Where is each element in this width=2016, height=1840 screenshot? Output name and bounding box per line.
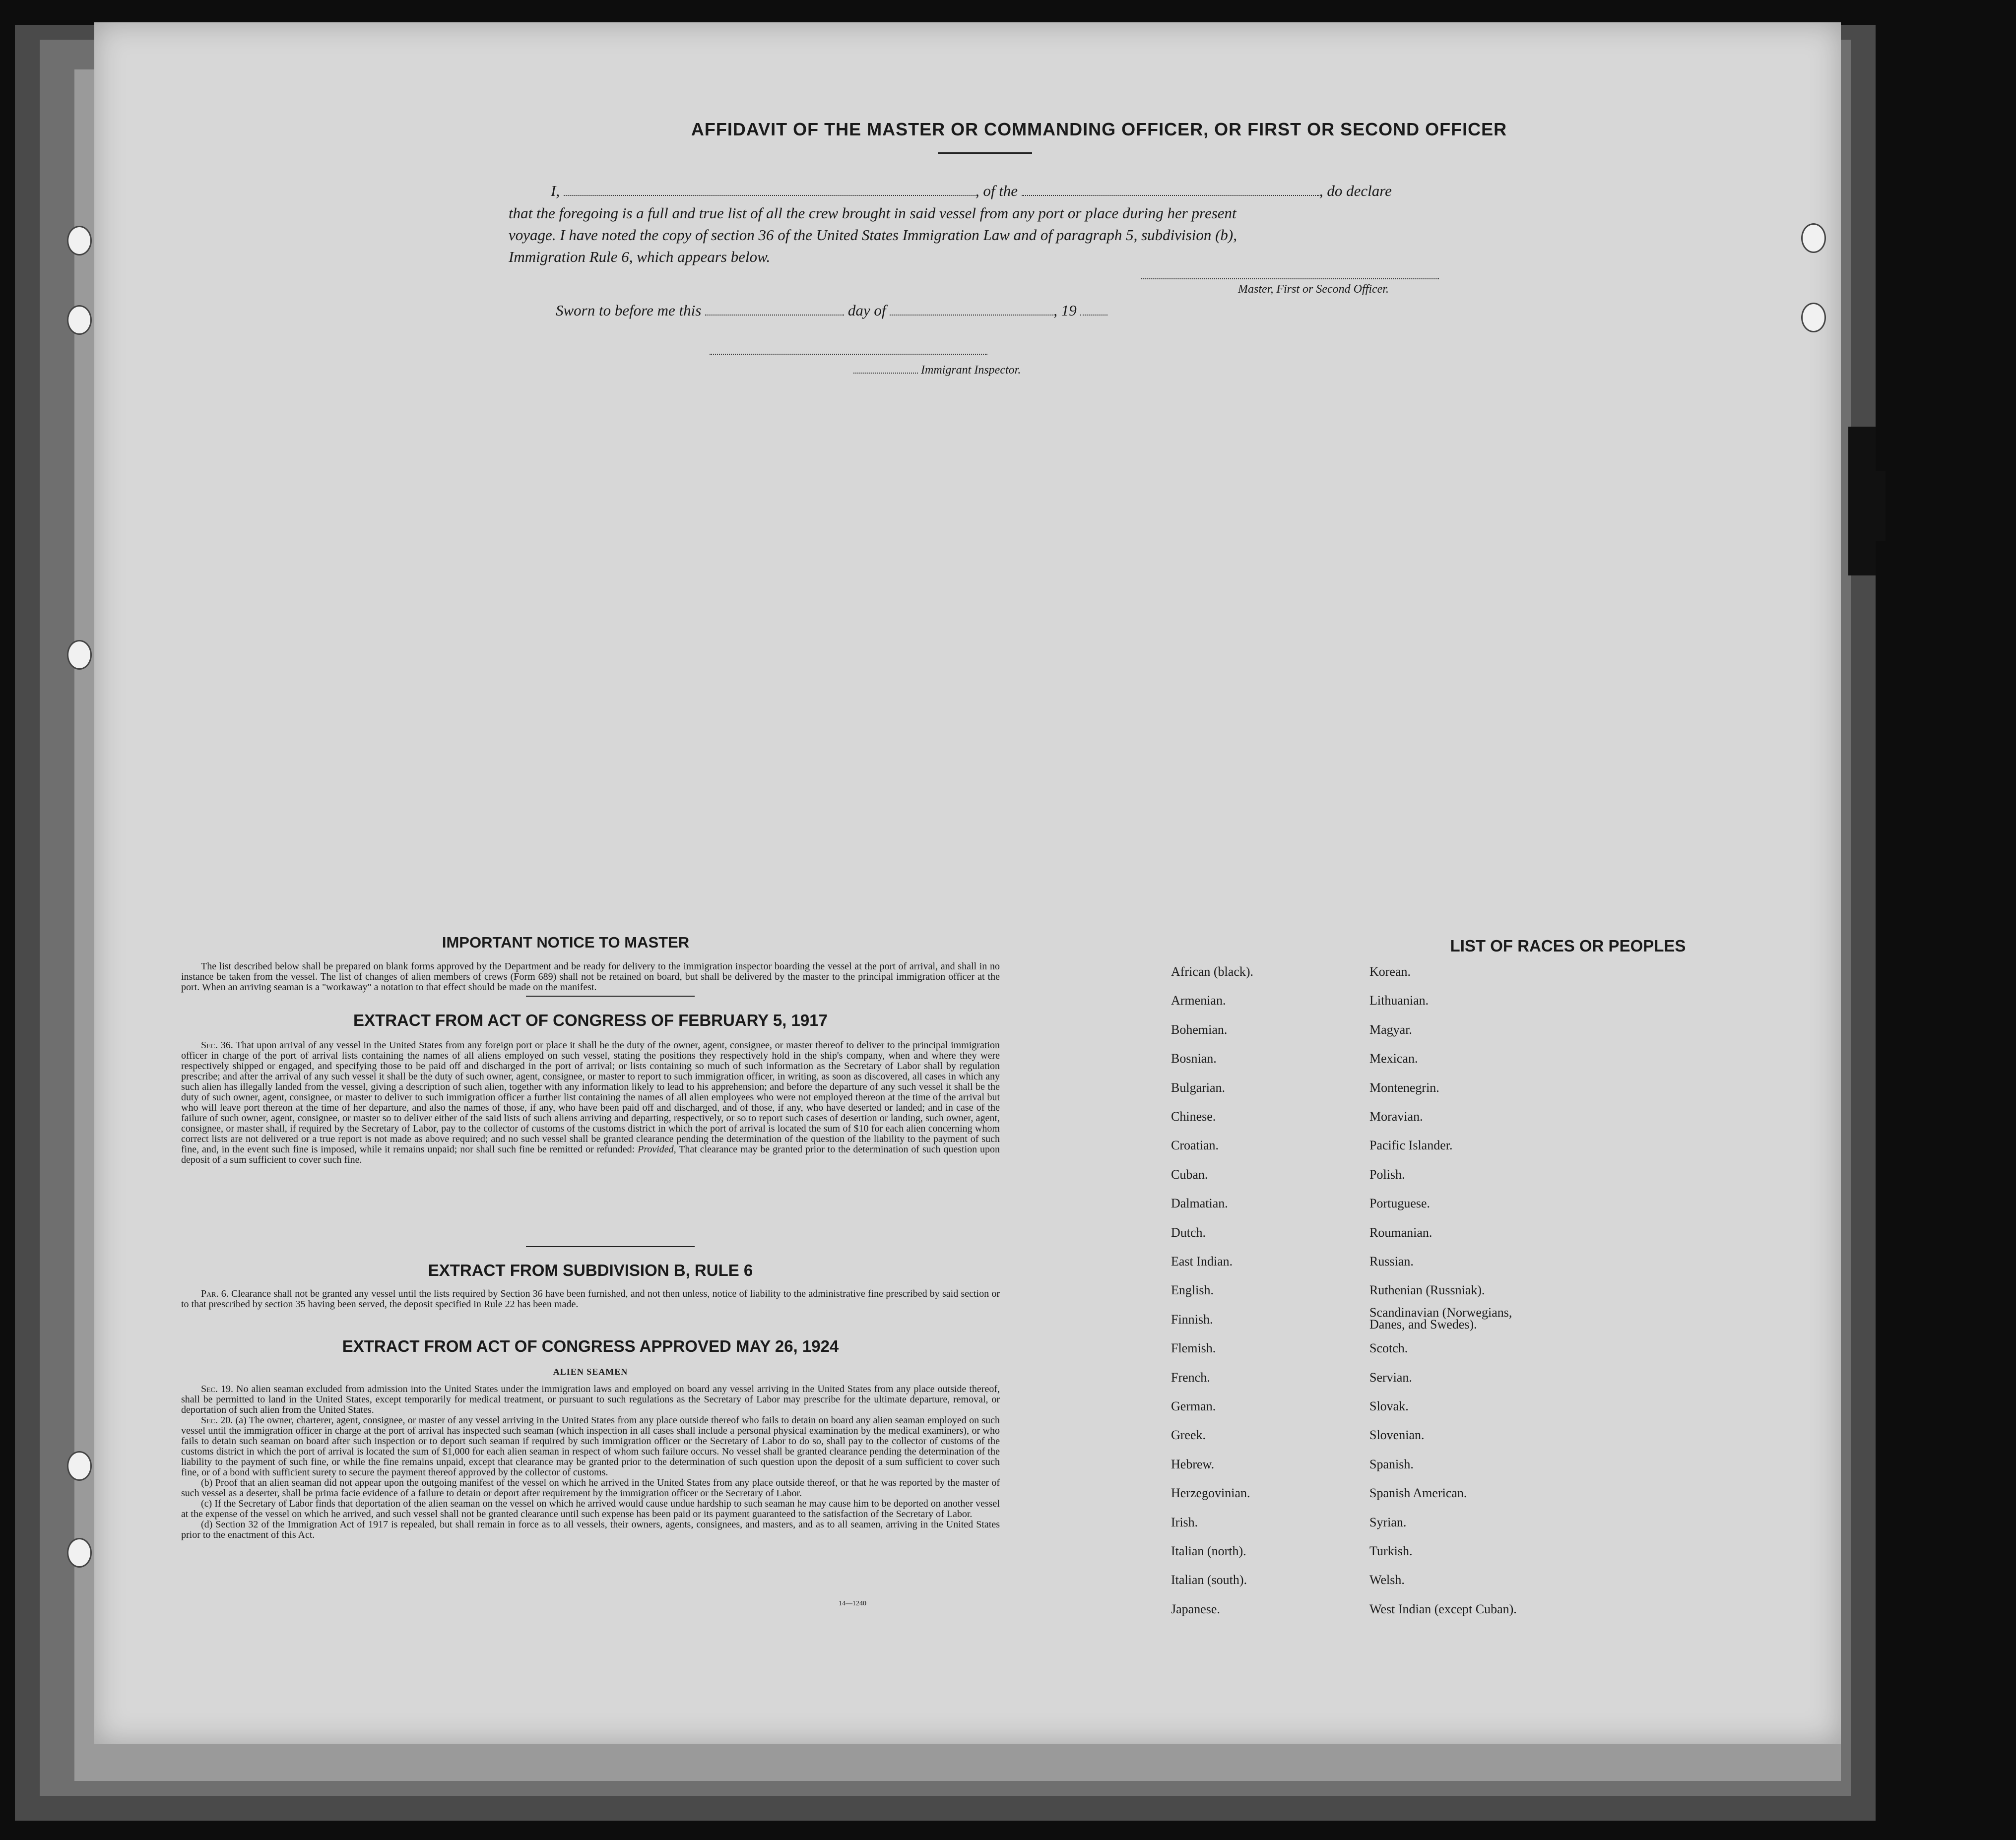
inspector-label: Immigrant Inspector. [921, 364, 1021, 377]
sworn-day-blank [705, 314, 844, 316]
sec-36-label: Sec. 36. [201, 1040, 233, 1051]
section-rule [526, 1246, 695, 1247]
extract-rule6-title: EXTRACT FROM SUBDIVISION B, RULE 6 [428, 1261, 753, 1279]
affidavit-line-1 [551, 182, 1392, 200]
par-6-text: Clearance shall not be granted any vessel until the lists required by Section 36 have been furnished, and not then unless, notice of liability to the administrative fine prescribed by said section or to that prescribed by section 35 having been served, the deposit specified in Rule 22 has been made. [181, 1288, 1000, 1310]
punch-hole [67, 1538, 92, 1568]
affidavit-line-3: voyage. I have noted the copy of section 36 of the United States Immigration Law and of paragraph 5, subdivision (b), [509, 226, 1237, 244]
race-item: Bulgarian. [1171, 1080, 1226, 1095]
section-rule [526, 996, 695, 997]
notice-title: IMPORTANT NOTICE TO MASTER [442, 934, 690, 951]
proviso-text: That clearance may be granted prior to the determination of such question upon deposit of a sum sufficient to cover such fine. [181, 1144, 1000, 1165]
binding-mark [1866, 471, 1886, 541]
of-the-label: , of the [975, 182, 1018, 199]
race-item: Japanese. [1171, 1601, 1220, 1616]
race-item: Irish. [1171, 1515, 1198, 1529]
day-of-label: day of [847, 302, 886, 319]
race-item: Scotch. [1369, 1341, 1408, 1356]
race-item: Mexican. [1369, 1051, 1418, 1066]
inspector-line [853, 364, 1021, 377]
year-label: , 19 [1053, 302, 1077, 319]
sec-20a-text: (a) The owner, charterer, agent, consignee, or master of any vessel arriving in the United States from any place outside thereof who fails to detain on board any alien seaman employed on such vessel until the immigration officer in charge at the port of arrival has inspected such seaman (which inspection in all cases shall include a personal physical examination by the medical examiners), or who fails to detain such seaman on board after such inspection or to deport such seaman if required by such immigration officer or the Secretary of Labor to do so, shall pay to the collector of customs of the customs district in which the port of arrival is located the sum of $1,000 for each alien seaman in respect of whom such failure occurs. No vessel shall be granted clearance pending the determination of the liability to the payment of such fine, or while the fine remains unpaid, except that clearance may be granted prior to the determination of such question upon the deposit of a sum sufficient to cover such fine, or of a bond with sufficient surety to secure the payment thereof approved by the collector of customs. [181, 1415, 1000, 1478]
extract-rule6-body [181, 1289, 1000, 1310]
race-item: Korean. [1369, 964, 1411, 979]
punch-hole [67, 226, 92, 255]
race-item: Flemish. [1171, 1341, 1216, 1356]
race-item: Croatian. [1171, 1138, 1219, 1153]
race-item: Bosnian. [1171, 1051, 1217, 1066]
race-item: Portuguese. [1369, 1196, 1431, 1211]
race-item: Magyar. [1369, 1022, 1412, 1037]
sworn-line [556, 302, 1107, 319]
race-item: Greek. [1171, 1428, 1206, 1443]
affidavit-line-2: that the foregoing is a full and true list of all the crew brought in said vessel from any port or place during her present [509, 204, 1236, 222]
sec-20d-text: (d) Section 32 of the Immigration Act of 1917 is repealed, but shall remain in force as to all vessels, their owners, agents, consignees, and masters, and as to all seamen, arriving in the United States prior to the enactment of this Act. [181, 1519, 1000, 1540]
affidavit-title: AFFIDAVIT OF THE MASTER OR COMMANDING OFFICER, OR FIRST OR SECOND OFFICER [691, 119, 1507, 139]
race-item: Herzegovinian. [1171, 1486, 1250, 1501]
race-item: Welsh. [1369, 1573, 1405, 1587]
vessel-blank [1022, 194, 1319, 196]
sec-20b-text: (b) Proof that an alien seaman did not appear upon the outgoing manifest of the vessel on which he arrived in the United States from any place outside thereof, or that he was reported by the master of such vessel as a deserter, shall be prima facie evidence of a failure to detain or deport after requirement by the immigration officer or the Secretary of Labor. [181, 1477, 1000, 1499]
race-item: Slovak. [1369, 1399, 1409, 1413]
race-item: Hebrew. [1171, 1457, 1215, 1471]
punch-hole [67, 640, 92, 670]
race-item: Lithuanian. [1369, 993, 1429, 1008]
race-item: Scandinavian (Norwegians, Danes, and Swedes). [1369, 1305, 1512, 1332]
race-item: German. [1171, 1399, 1216, 1413]
extract-1917-title: EXTRACT FROM ACT OF CONGRESS OF FEBRUARY 5, 1917 [353, 1011, 828, 1029]
race-item: Chinese. [1171, 1109, 1216, 1124]
race-item: Spanish American. [1369, 1486, 1467, 1501]
race-item: Servian. [1369, 1370, 1412, 1385]
race-item: Italian (south). [1171, 1573, 1247, 1587]
par-6-label: Par. 6. [201, 1288, 229, 1299]
sec-36-text: That upon arrival of any vessel in the United States from any foreign port or place it shall be the duty of the owner, agent, consignee, or master thereof to deliver to the principal immigration officer in charge of the port of arrival lists containing the names of all aliens employed on such vessel, stating the positions they respectively hold in the ship's company, when and where they were respectively shipped or engaged, and specifying those to be paid off and discharged in the port of arrival; or lists containing so much of such information as the Secretary of Labor shall by regulation prescribe; and after the arrival of any such vessel it shall be the duty of such owner, agent, consignee, or master to report to such immigration officer, in writing, as soon as discovered, all cases in which any such alien has illegally landed from the vessel, giving a description of such alien, together with any information likely to lead to his apprehension; and before the departure of any such vessel it shall be the duty of such owner, agent, consignee, or master to deliver to such immigration officer a further list containing the names of all alien employees who were not employed thereon at the time of the arrival but who will leave port thereon at the time of her departure, and also the names of those, if any, who have been paid off and discharged, and of those, if any, who have deserted or landed; and in case of the failure of such owner, agent, consignee, or master so to deliver either of the said lists of such aliens arriving and departing, respectively, or so to report such cases of desertion or landing, such owner, agent, consignee, or master shall, if required by the Secretary of Labor, pay to the collector of customs of the customs district in which the port of arrival is located the sum of $10 for each alien concerning whom correct lists are not delivered or a true report is not made as above required; and no such vessel shall be granted clearance pending the determination of the question of the liability to the payment of such fine, and, in the event such fine is imposed, while it remains unpaid; nor shall such fine be remitted or refunded: [181, 1040, 1000, 1155]
race-item: Cuban. [1171, 1167, 1208, 1182]
affidavit-line-4: Immigration Rule 6, which appears below. [509, 248, 771, 265]
extract-1924-body [181, 1384, 1000, 1540]
race-item: African (black). [1171, 964, 1254, 979]
race-item: Dutch. [1171, 1225, 1206, 1240]
race-item: East Indian. [1171, 1254, 1233, 1269]
inspector-lead-dots [853, 372, 918, 374]
proviso-label: Provided, [638, 1144, 676, 1155]
inspector-signature-line [710, 353, 987, 355]
race-item: Italian (north). [1171, 1544, 1246, 1558]
race-item: Polish. [1369, 1167, 1405, 1182]
sworn-year-blank [1080, 314, 1107, 316]
race-item: Bohemian. [1171, 1022, 1228, 1037]
race-item: Turkish. [1369, 1544, 1413, 1558]
form-page [94, 22, 1841, 1744]
race-item: Roumanian. [1369, 1225, 1432, 1240]
punch-hole [67, 1451, 92, 1481]
races-title: LIST OF RACES OR PEOPLES [1450, 937, 1686, 955]
race-item: Ruthenian (Russniak). [1369, 1283, 1485, 1298]
title-rule [938, 152, 1032, 154]
sworn-month-blank [890, 314, 1053, 316]
race-item: Moravian. [1369, 1109, 1423, 1124]
extract-1924-title: EXTRACT FROM ACT OF CONGRESS APPROVED MAY 26, 1924 [342, 1337, 839, 1355]
notice-body [181, 961, 1000, 993]
race-item: Slovenian. [1369, 1428, 1425, 1443]
sec-20c-text: (c) If the Secretary of Labor finds that deportation of the alien seaman on the vessel on which he arrived would cause undue hardship to such seaman he may cause him to be deported on another vessel at the expense of the vessel on which he arrived, and such vessel shall not be granted clearance until such expense has been paid or its payment guaranteed to the satisfaction of the Secretary of Labor. [181, 1498, 1000, 1520]
race-item: Spanish. [1369, 1457, 1414, 1471]
race-item: Syrian. [1369, 1515, 1407, 1529]
name-blank [564, 194, 975, 196]
race-item: Pacific Islander. [1369, 1138, 1453, 1153]
punch-hole [1801, 223, 1826, 253]
sec-19-text: No alien seaman excluded from admission into the United States under the immigration laws and employed on board any vessel arriving in the United States from any place outside thereof, shall be permitted to land in the United States, except temporarily for medical treatment, or pursuant to such regulations as the Secretary of Labor may prescribe for the ultimate departure, removal, or deportation of such alien from the United States. [181, 1384, 1000, 1415]
alien-seamen-subtitle: ALIEN SEAMEN [553, 1367, 628, 1377]
master-signature-label: Master, First or Second Officer. [1238, 283, 1389, 296]
master-signature-line [1141, 278, 1439, 279]
declare-label: , do declare [1319, 182, 1392, 199]
race-item: West Indian (except Cuban). [1369, 1601, 1517, 1616]
punch-hole [67, 305, 92, 335]
sec-20-label: Sec. 20. [201, 1415, 233, 1426]
extract-1917-body [181, 1040, 1000, 1165]
race-item: French. [1171, 1370, 1210, 1385]
race-item: Armenian. [1171, 993, 1226, 1008]
race-item: Finnish. [1171, 1312, 1213, 1327]
race-item: Montenegrin. [1369, 1080, 1439, 1095]
form-number: 14—1240 [839, 1600, 866, 1607]
notice-text: The list described below shall be prepared on blank forms approved by the Department and be ready for delivery to the immigration inspector boarding the vessel at the port of arrival, and shall in no instance be taken from the vessel. The list of changes of alien members of crews (Form 689) shall not be retained on board, but shall be delivered by the master to the principal immigration officer at the port. When an arriving seaman is a "workaway" a notation to that effect should be made on the manifest. [181, 961, 1000, 993]
sec-19-label: Sec. 19. [201, 1384, 234, 1395]
punch-hole [1801, 303, 1826, 332]
affidavit-i-label: I, [551, 182, 560, 199]
race-item: Dalmatian. [1171, 1196, 1228, 1211]
race-item: Russian. [1369, 1254, 1414, 1269]
sworn-label: Sworn to before me this [556, 302, 702, 319]
race-item: English. [1171, 1283, 1214, 1298]
